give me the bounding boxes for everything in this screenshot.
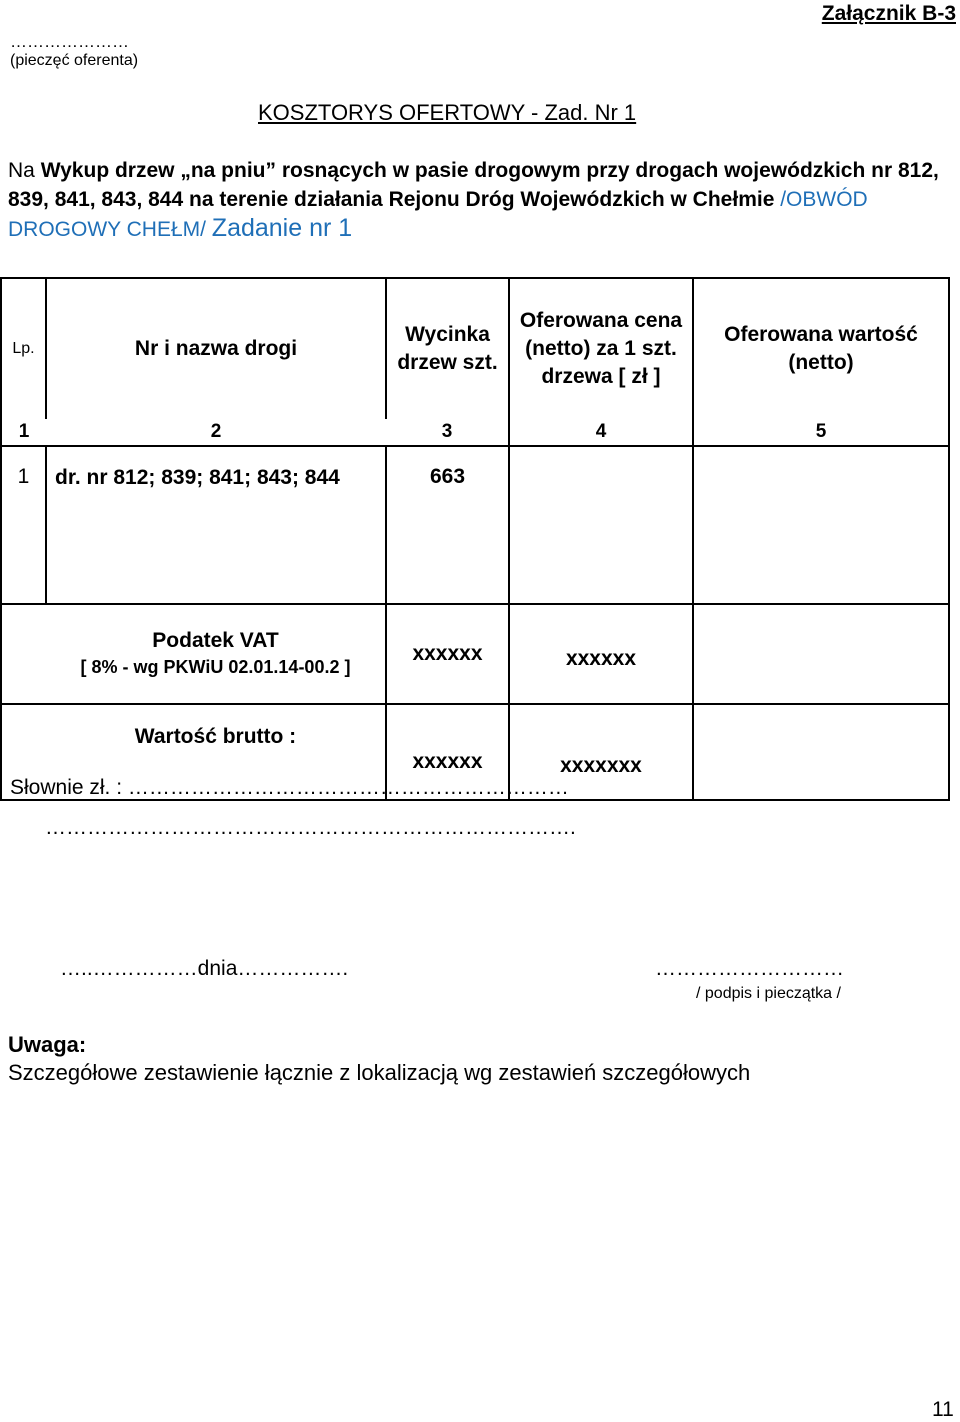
vat-c4: xxxxxx: [509, 604, 693, 704]
stamp-dots: …………………: [10, 32, 129, 51]
row1-lp: 1: [1, 446, 46, 604]
column-number-row: [1, 419, 949, 446]
col-num-5: 5: [693, 419, 949, 446]
brutto-label: Wartość brutto :: [46, 704, 386, 800]
document-title: KOSZTORYS OFERTOWY - Zad. Nr 1: [258, 100, 637, 125]
cost-table: [0, 277, 950, 801]
amount-in-words: Słownie zł. : ………………………………………………………: [10, 776, 569, 799]
intro-paragraph: [8, 156, 948, 244]
brutto-c4: xxxxxxx: [509, 704, 693, 800]
brutto-c3: xxxxxx: [386, 704, 509, 800]
header-cut: Wycinka drzew szt.: [386, 278, 509, 419]
intro-bold-text: Wykup drzew „na pniu” rosnących w pasie drogowym przy drogach wojewódzkich nr 812, 839, 841, 843, 844 na terenie działania Rejonu Dróg Wojewódzkich w Chełmie: [8, 159, 939, 211]
header-road: Nr i nazwa drogi: [46, 278, 386, 419]
note-text: Szczegółowe zestawienie łącznie z lokalizacją wg zestawień szczegółowych: [8, 1060, 751, 1085]
brutto-value[interactable]: [693, 704, 949, 800]
vat-row: [1, 604, 949, 704]
vat-label: [46, 604, 386, 704]
date-line: …..……………dnia…………….: [60, 957, 349, 980]
intro-region: /OBWÓD DROGOWY CHEŁM/: [8, 188, 868, 241]
header-price: Oferowana cena (netto) za 1 szt. drzewa [ zł ]: [509, 278, 693, 419]
amount-in-words-dots: ………………………………………………………………….: [45, 816, 576, 839]
intro-task: Zadanie nr 1: [211, 214, 353, 242]
note-heading: Uwaga:: [8, 1032, 87, 1057]
col-num-2: 2: [46, 419, 386, 446]
vat-label-line1: Podatek VAT: [152, 629, 279, 652]
intro-prefix: Na: [8, 159, 41, 182]
col-num-4: 4: [509, 419, 693, 446]
signature-label: / podpis i pieczątka /: [696, 985, 841, 1002]
signature-dots: ………………………: [655, 957, 844, 980]
col-num-1: 1: [1, 419, 46, 446]
header-value: Oferowana wartość (netto): [693, 278, 949, 419]
page-number: 11: [932, 1398, 954, 1421]
row1-price[interactable]: [509, 446, 693, 604]
table-row: [1, 446, 949, 604]
vat-label-line2: [ 8% - wg PKWiU 02.01.14-00.2 ]: [80, 657, 351, 677]
row1-road: dr. nr 812; 839; 841; 843; 844: [46, 446, 386, 604]
vat-c3: xxxxxx: [386, 604, 509, 704]
row1-value[interactable]: [693, 446, 949, 604]
table-header-row: [1, 278, 949, 419]
annex-label: Załącznik B-3: [821, 2, 956, 25]
header-lp: Lp.: [1, 278, 46, 419]
vat-lp: [1, 604, 46, 704]
row1-cut: 663: [386, 446, 509, 604]
vat-value[interactable]: [693, 604, 949, 704]
stamp-label: (pieczęć oferenta): [10, 52, 139, 69]
col-num-3: 3: [386, 419, 509, 446]
